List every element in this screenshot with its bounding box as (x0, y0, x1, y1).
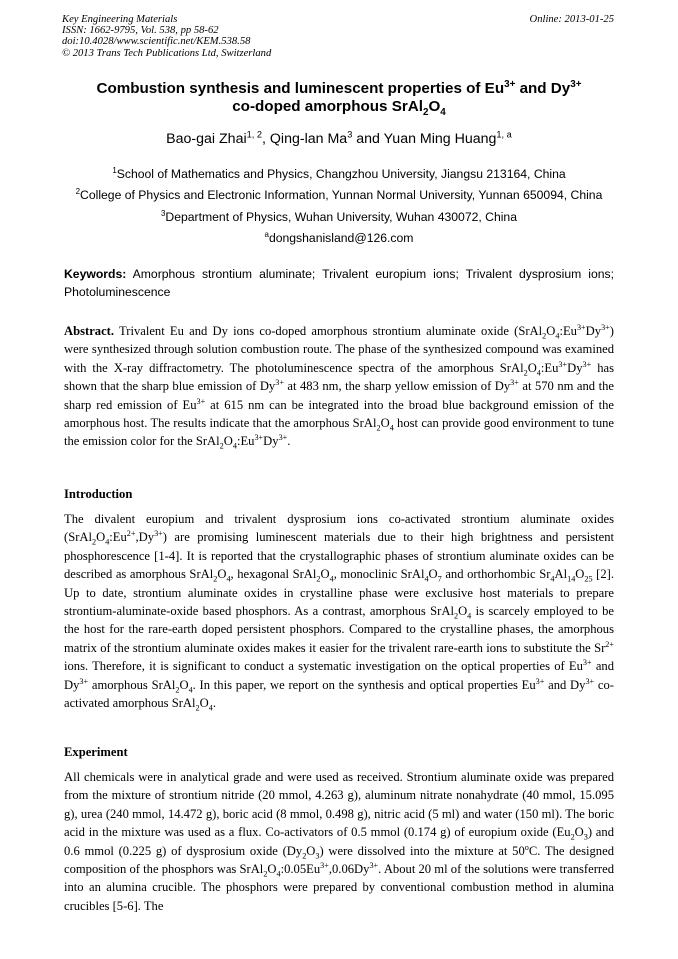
online-date: Online: 2013-01-25 (529, 14, 614, 25)
introduction-body: The divalent europium and trivalent dysprosium ions co-activated strontium aluminate oxides $(SrAl_2O_4:Eu^{2+},Dy^{3+})$ are promising luminescent materials due to their high brightness and persistent phosphorescence [1-4]. It is reported that the crystallographic phases of strontium aluminate oxides can be described as amorphous $SrAl_2O_4$, hexagonal $SrAl_2O_4$, monoclinic $SrAl_4O_7$ and orthorhombic $Sr_4Al_{14}O_{25}$ [2]. Up to date, strontium aluminate oxides in crystalline phase were exclusive host materials to prepare strontium-aluminate-oxide based phosphors. As a contrast, amorphous $SrAl_2O_4$ is scarcely employed to be the host for the rare-earth doped persistent phosphors. Compared to the crystalline phases, the amorphous matrix of the strontium aluminate oxides makes it easier for the trivalent rare-earth ions to substitute the $Sr^{2+}$ ions. Therefore, it is significant to conduct a systematic investigation on the optical properties of $Eu^{3+}$ and $Dy^{3+}$ amorphous $SrAl_2O_4$. In this paper, we report on the synthesis and optical properties $Eu^{3+}$ and $Dy^{3+}$ co-activated amorphous $SrAl_2O_4$. (64, 512, 615, 713)
author-list: Bao-gai Zhai$^{1, 2}$, Qing-lan Ma$^3$ and Yuan Ming Huang$^{1, a}$ (166, 129, 512, 147)
abstract: Abstract. Trivalent Eu and Dy ions co-doped amorphous strontium aluminate oxide $(SrAl_2O_4:Eu^{3+}Dy^{3+})$ were synthesized through solution combustion route. The phase of the synthesized compound was examined with the X-ray diffractometry. The photoluminescence spectra of the amorphous $SrAl_2O_4:Eu^{3+}Dy^{3+}$ has shown that the sharp blue emission of $Dy^{3+}$ at 483 nm, the sharp yellow emission of $Dy^{3+}$ at 570 nm and the sharp red emission of $Eu^{3+}$ at 615 nm can be integrated into the broad blue background emission of the amorphous host. The results indicate that the amorphous $SrAl_2O_4$ host can provide good environment to tune the emission color for the $SrAl_2O_4:Eu^{3+}Dy^{3+}$. (64, 322, 615, 451)
contact-email[interactable]: $^a$dongshanisland@126.com (264, 229, 414, 245)
keywords (64, 266, 614, 301)
title-line-1: Combustion synthesis and luminescent properties of $Eu^{3+}$ and $Dy^{3+}$ (96, 78, 582, 97)
abstract-label: Abstract. (64, 324, 115, 338)
title-line-2: co-doped amorphous $SrAl_2O_4$ (232, 98, 446, 119)
section-heading-introduction: Introduction (64, 487, 133, 501)
doi-line[interactable]: doi:10.4028/www.scientific.net/KEM.538.58 (62, 36, 251, 48)
affiliation-1: $^1$School of Mathematics and Physics, Changzhou University, Jiangsu 213164, China (112, 165, 566, 181)
keywords-label: Keywords: (64, 267, 127, 281)
section-heading-experiment: Experiment (64, 745, 128, 759)
copyright-line: © 2013 Trans Tech Publications Ltd, Switzerland (62, 47, 272, 59)
issn-line: ISSN: 1662-9795, Vol. 538, pp 58-62 (62, 25, 219, 37)
paper-title (40, 78, 638, 119)
journal-name: Key Engineering Materials (62, 14, 178, 25)
affiliation-3: $^3$Department of Physics, Wuhan University, Wuhan 430072, China (161, 208, 517, 224)
keywords-text: Amorphous strontium aluminate; Trivalent europium ions; Trivalent dysprosium ions; Photoluminescence (64, 267, 614, 299)
affiliation-2: $^2$College of Physics and Electronic Information, Yunnan Normal University, Yunnan 650094, China (75, 186, 603, 202)
experiment-body: All chemicals were in analytical grade and were used as received. Strontium aluminate oxide was prepared from the mixture of strontium nitride (20 mmol, 4.263 g), aluminum nitrate nonahydrate (40 mmol, 15.095 g), urea (240 mmol, 14.472 g), boric acid (8 mmol, 0.498 g), nitric acid (5 ml) and water (150 ml). The boric acid in the mixture was used as a flux. Co-activators of 0.5 mmol (0.174 g) of europium oxide $(Eu_2O_3)$ and 0.6 mmol (0.225 g) of dysprosium oxide $(Dy_2O_3)$ were dissolved into the mixture at 50$^o$C. The designed composition of the phosphors was $SrAl_2O_4:0.05Eu^{3+},0.06Dy^{3+}$. About 20 ml of the solutions were transferred into an alumina crucible. The phosphors were prepared by conventional combustion method in alumina crucibles [5-6]. The (64, 770, 614, 913)
journal-header (62, 14, 271, 59)
